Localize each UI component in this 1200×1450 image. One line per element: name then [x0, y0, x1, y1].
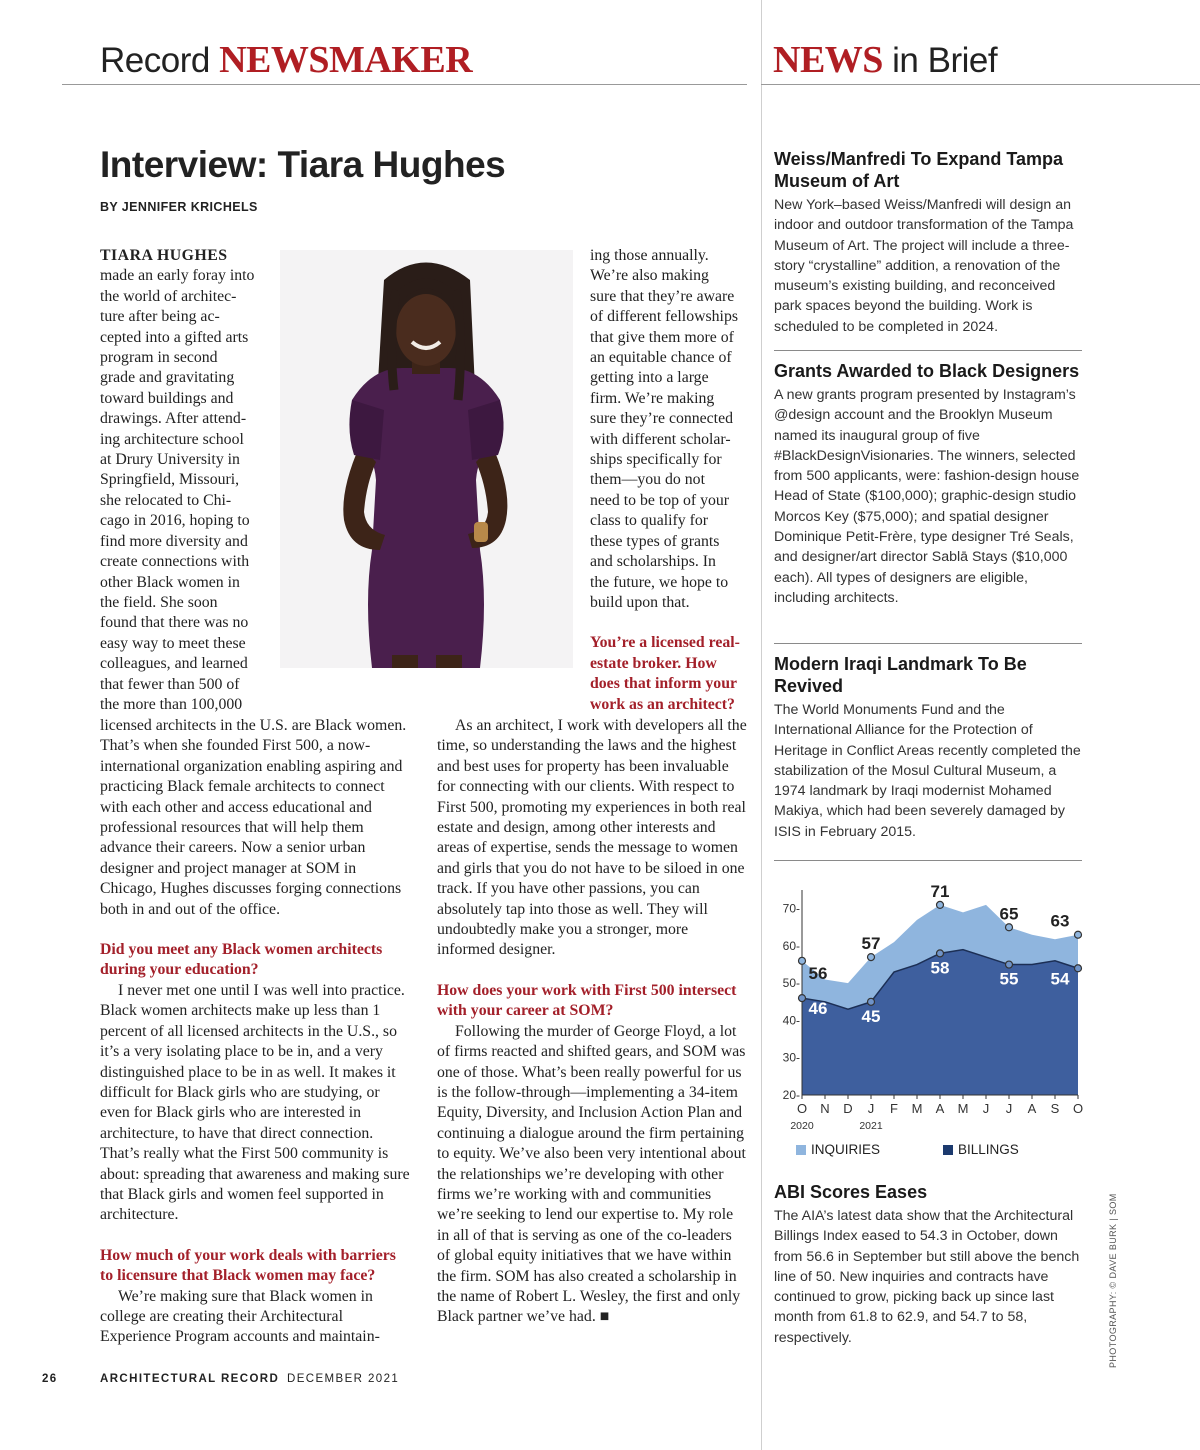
- text-line: sure that they’re aware: [590, 287, 735, 305]
- text-line: cago in 2016, hoping to: [100, 512, 250, 530]
- article-text-narrow: [100, 266, 276, 715]
- portrait-illustration: [280, 250, 573, 668]
- text-line: build upon that.: [590, 593, 690, 611]
- text-line: she relocated to Chi-: [100, 491, 232, 509]
- text-line: toward buildings and: [100, 389, 234, 407]
- y-tick-label: 50-: [782, 976, 800, 991]
- data-point: [1006, 961, 1013, 968]
- legend-label: BILLINGS: [958, 1142, 1019, 1157]
- brief-body: The World Monuments Fund and the International Alliance for the Protection of Heritage in Conflict Areas recently completed the stabilization of the Mosul Cultural Museum, a 1974 landmark by Iraqi modernist Mohamed Makiya, which had been severely damaged by ISIS in February 2015.: [774, 702, 1081, 840]
- masthead-rule: [761, 84, 1200, 85]
- text-line: other Black women in: [100, 573, 240, 591]
- legend-swatch: [943, 1145, 953, 1155]
- brief-body: A new grants program presented by Instagram’s @design account and the Brooklyn Museum named its inaugural group of five #BlackDesignVisionaries. The winners, selected from 500 applicants, were: fashion-design house Head of State ($100,000); graphic-design studio Morcos Key ($75,000); and spatial designer Dominique Petit-Frère, type designer Tré Seals, and designer/art director Sablā Stays ($10,000 each). All types of designers are eligible, including architects.: [774, 387, 1080, 606]
- text-line: ing those annually.: [590, 247, 709, 264]
- portrait-photo: [280, 250, 573, 668]
- brief-item: [774, 360, 1086, 608]
- data-label: 65: [999, 904, 1019, 924]
- text-line: these types of grants: [590, 532, 720, 550]
- data-point: [1075, 965, 1082, 972]
- text-line: create connections with: [100, 553, 250, 571]
- text-line: the future, we hope to: [590, 573, 729, 591]
- x-tick-label: A: [1027, 1101, 1037, 1116]
- x-tick-label: J: [982, 1101, 990, 1116]
- y-tick-label: 70-: [782, 901, 800, 916]
- brief-title: ABI Scores Eases: [774, 1182, 928, 1202]
- data-point: [799, 957, 806, 964]
- answer-paragraph: I never met one until I was well into practice. Black women architects make up less than 1 percent of all licensed architects in the U.S., so it’s a very isolating place to be in, and a very distinguished place to be in as well. It makes it difficult for Black girls who are studying, or even for Black girls who are interested in architecture, to have that direct connection. That’s really what the First 500 community is about: spreading that awareness and making sure that Black girls and women feel supported in architecture.: [100, 981, 410, 1224]
- question-heading: How does your work with First 500 intersect with your career at SOM?: [437, 981, 737, 1020]
- text-line: Springfield, Missouri,: [100, 471, 240, 489]
- question-heading: Did you meet any Black women architects during your education?: [100, 941, 383, 979]
- brief-title: Modern Iraqi Landmark To Be Revived: [774, 654, 1027, 696]
- x-tick-label: A: [935, 1101, 945, 1116]
- column-divider: [761, 0, 762, 1450]
- masthead-bold-text: NEWSMAKER: [219, 39, 473, 81]
- text-line: ture after being ac-: [100, 308, 220, 326]
- text-line: find more diversity and: [100, 532, 248, 550]
- article-title: Interview: Tiara Hughes: [100, 144, 506, 185]
- publication-name: ARCHITECTURAL RECORD: [100, 1373, 280, 1385]
- data-point: [937, 901, 944, 908]
- x-tick-label: O: [1072, 1101, 1084, 1116]
- answer-paragraph: As an architect, I work with developers all the time, so understanding the laws and the highest and best uses for property has been invaluable for connecting with our clients. With respect to First 500, promoting my experiences in both real estate and design, among other interests and areas of expertise, sends the message to women and girls that you do not have to be siloed in one track. If you have other passions, you can absolutely tap into those as well. They will undoubtedly make you a stronger, more informed designer.: [437, 717, 747, 959]
- text-line: found that there was no: [100, 614, 249, 632]
- text-line: and scholarships. In: [590, 553, 716, 571]
- text-line: the field. She soon: [100, 593, 218, 611]
- y-tick-label: 40-: [782, 1013, 800, 1028]
- y-tick-label: 20-: [782, 1088, 800, 1102]
- text-line: ships specifically for: [590, 451, 722, 469]
- masthead-rule: [62, 84, 747, 85]
- intro-paragraph: licensed architects in the U.S. are Black women. That’s when she founded First 500, a now-international organization enabling aspiring and practicing Black female architects to connect with each other and access educational and professional resources that will help them advance their careers. Now a senior urban designer and project manager at SOM in Chicago, Hughes discusses forging connections both in and out of the office.: [100, 717, 407, 918]
- question-heading: How much of your work deals with barriers to licensure that Black women may face?: [100, 1246, 396, 1285]
- legend-swatch: [796, 1145, 806, 1155]
- text-line: that give them more of: [590, 328, 734, 346]
- question-heading: You’re a licensed real-estate broker. How does that inform your work as an architect?: [590, 634, 740, 713]
- x-tick-label: F: [890, 1101, 898, 1116]
- photo-credit-text: PHOTOGRAPHY: © DAVE BURK | SOM: [1108, 1193, 1118, 1368]
- year-label: 2020: [790, 1120, 814, 1132]
- legend-label: INQUIRIES: [811, 1142, 881, 1157]
- brief-item: [774, 148, 1086, 337]
- text-line: program in second: [100, 349, 218, 367]
- data-label: 45: [861, 1006, 881, 1026]
- article-column-2-top: [590, 246, 750, 715]
- x-tick-label: D: [843, 1101, 853, 1116]
- text-line: that fewer than 500 of: [100, 675, 240, 693]
- data-label: 56: [808, 963, 828, 983]
- text-line: an equitable chance of: [590, 349, 732, 367]
- data-label: 63: [1050, 911, 1070, 931]
- data-label: 57: [861, 934, 881, 954]
- text-line: firm. We’re making: [590, 389, 715, 407]
- text-line: the world of architec-: [100, 287, 237, 305]
- brief-divider: [774, 350, 1082, 351]
- text-line: grade and gravitating: [100, 369, 235, 387]
- text-line: of different fellowships: [590, 308, 738, 326]
- article-column-2-body: [437, 716, 747, 1328]
- article-column-1-top: [100, 246, 276, 715]
- data-point: [1075, 931, 1082, 938]
- brief-divider: [774, 643, 1082, 644]
- masthead-record-newsmaker: [100, 38, 746, 84]
- data-point: [799, 995, 806, 1002]
- x-tick-label: S: [1050, 1101, 1060, 1116]
- text-line: sure they’re connected: [590, 410, 733, 428]
- article-byline: BY JENNIFER KRICHELS: [100, 200, 258, 214]
- x-tick-label: J: [867, 1101, 875, 1116]
- text-line: made an early foray into: [100, 267, 255, 285]
- article-column-1-body: [100, 716, 410, 1348]
- y-tick-label: 30-: [782, 1050, 800, 1065]
- text-line: need to be top of your: [590, 491, 730, 509]
- masthead-light-text: in Brief: [882, 41, 998, 80]
- photo-credit: [1108, 1178, 1122, 1368]
- text-line: the more than 100,000: [100, 695, 243, 713]
- page-number: 26: [42, 1373, 58, 1385]
- text-line: easy way to meet these: [100, 634, 246, 652]
- issue-date: DECEMBER 2021: [287, 1373, 400, 1385]
- abi-chart: [770, 870, 1090, 1170]
- masthead-light-text: Record: [100, 41, 220, 80]
- data-label: 55: [999, 969, 1019, 989]
- brief-title: Weiss/Manfredi To Expand Tampa Museum of Art: [774, 149, 1064, 191]
- data-label: 46: [808, 999, 828, 1019]
- brief-body: New York–based Weiss/Manfredi will design an indoor and outdoor transformation of the Tampa Museum of Art. The project will include a three-story “crystalline” addition, a renovation of the museum’s existing building, and reconceived park spaces beyond the building. Work is scheduled to be completed in 2024.: [774, 197, 1074, 335]
- text-line: getting into a large: [590, 369, 709, 387]
- brief-item: [774, 1181, 1086, 1348]
- x-tick-label: N: [820, 1101, 830, 1116]
- y-tick-label: 60-: [782, 938, 800, 953]
- x-tick-label: M: [957, 1101, 969, 1116]
- text-line: them—you do not: [590, 471, 705, 489]
- lead-name: TIARA HUGHES: [100, 247, 228, 264]
- brief-item: [774, 653, 1086, 842]
- text-line: class to qualify for: [590, 512, 709, 530]
- year-label: 2021: [859, 1120, 883, 1132]
- masthead-news-in-brief: [773, 38, 1080, 84]
- text-line: ing architecture school: [100, 430, 244, 448]
- data-label: 54: [1050, 969, 1070, 989]
- data-point: [1006, 924, 1013, 931]
- text-line: drawings. After attend-: [100, 410, 247, 428]
- text-line: We’re also making: [590, 267, 709, 285]
- data-label: 71: [930, 881, 950, 901]
- brief-title: Grants Awarded to Black Designers: [774, 361, 1080, 381]
- text-line: with different scholar-: [590, 430, 731, 448]
- x-tick-label: J: [1005, 1101, 1013, 1116]
- data-point: [868, 998, 875, 1005]
- data-point: [937, 950, 944, 957]
- text-line: at Drury University in: [100, 451, 240, 469]
- brief-body: The AIA’s latest data show that the Architectural Billings Index eased to 54.3 in October, down from 56.6 in September but still above the bench line of 50. New inquiries and contracts have continued to grow, picking back up since last month from 61.8 to 62.9, and 54.7 to 58, respectively.: [774, 1208, 1080, 1346]
- text-line: colleagues, and learned: [100, 655, 248, 673]
- data-point: [868, 954, 875, 961]
- answer-paragraph: We’re making sure that Black women in college are creating their Architectural Experience Program accounts and maintain-: [100, 1287, 380, 1346]
- x-tick-label: O: [796, 1101, 808, 1116]
- article-text-narrow: [590, 246, 750, 613]
- masthead-bold-text: NEWS: [773, 39, 883, 81]
- data-label: 58: [930, 958, 950, 978]
- answer-paragraph: Following the murder of George Floyd, a lot of firms reacted and shifted gears, and SOM was one of those. What’s been really powerful for us is the follow-through—implementing a 34-item Equity, Diversity, and Inclusion Action Plan and continuing a dialogue around the firm pertaining to equity. We’ve also been very intentional about the relationships we’re developing with other firms we’re working with and communities we’re seeking to lend our expertise to. My role in all of that is serving as one of the co-leaders of global equity initiatives that we have within the firm. SOM has also created a scholarship in the name of Robert L. Wesley, the first and only Black partner we’ve had. ■: [437, 1022, 746, 1326]
- x-tick-label: M: [911, 1101, 923, 1116]
- brief-divider: [774, 860, 1082, 861]
- text-line: cepted into a gifted arts: [100, 328, 249, 346]
